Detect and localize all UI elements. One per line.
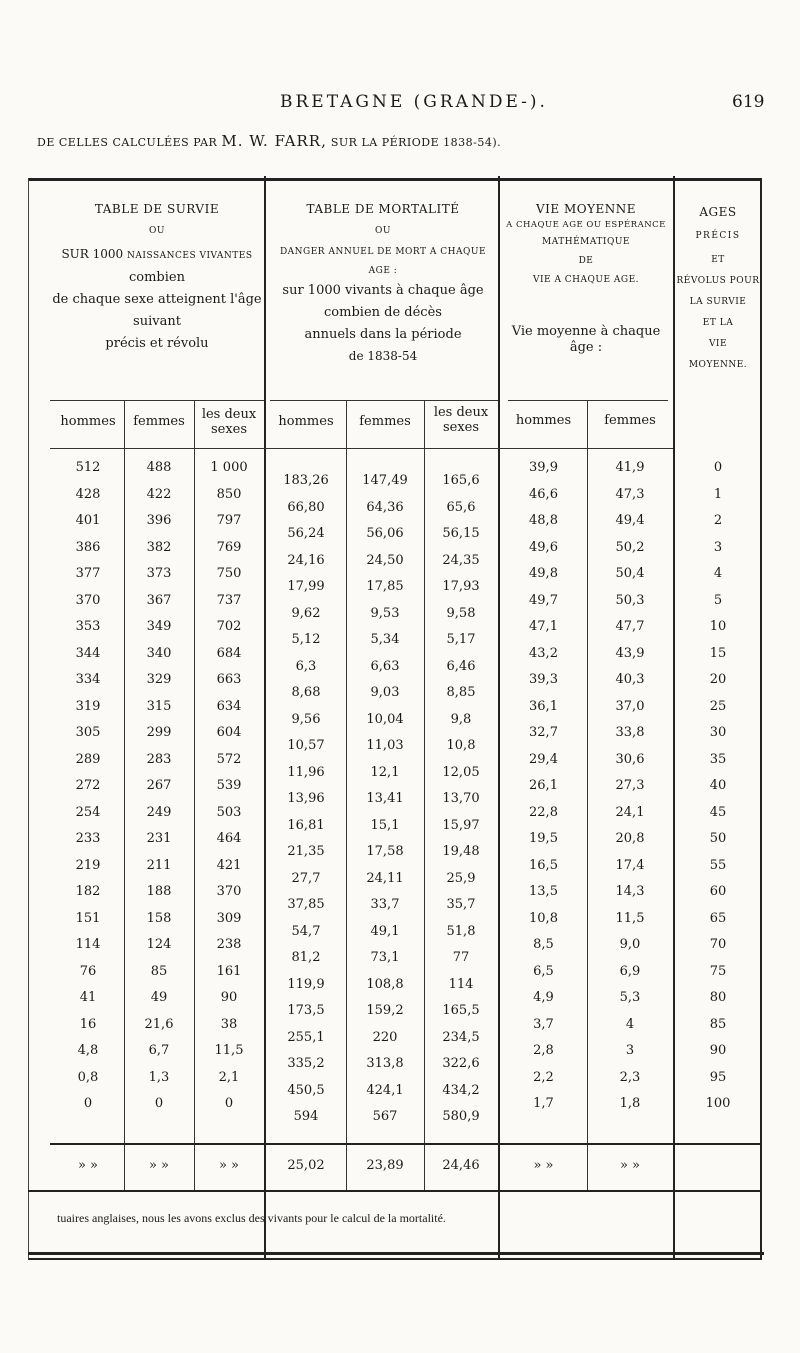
colhead-survie-deux-sexes: les deux sexes (201, 407, 257, 437)
age-cell: 70 (709, 937, 727, 952)
vie-femmes-cell: 30,6 (615, 751, 645, 767)
survie-deux-sexes-cell: 238 (216, 937, 242, 952)
vie-hommes-cell: 19,5 (529, 831, 558, 846)
total-mortalite-femmes: 23,89 (366, 1158, 404, 1173)
age-cell: 50 (709, 831, 727, 846)
mortalite-femmes-cell: 424,1 (366, 1082, 404, 1098)
mortalite-femmes-cell: 313,8 (366, 1056, 404, 1071)
colhead-mortalite-hommes: hommes (278, 414, 334, 429)
colhead-survie-hommes: hommes (60, 414, 116, 429)
survie-femmes-cell: 188 (146, 884, 172, 899)
mortalite-femmes-cell: 9,03 (370, 685, 400, 700)
mortalite-hommes-cell: 9,56 (291, 711, 321, 727)
survie-deux-sexes-cell: 850 (216, 486, 242, 502)
survie-hommes-cell: 182 (75, 884, 101, 899)
survie-deux-sexes-cell: 38 (220, 1016, 238, 1032)
colhead-vie-femmes: femmes (604, 413, 656, 428)
survie-femmes-cell: 349 (146, 619, 172, 634)
vie-hommes-cell: 39,3 (529, 672, 558, 687)
survie-femmes-cell: 231 (146, 831, 172, 846)
survie-deux-sexes-cell: 539 (216, 778, 242, 793)
survie-hommes-cell: 319 (75, 698, 101, 714)
survie-hommes-cell: 386 (75, 539, 101, 555)
age-cell: 65 (709, 910, 727, 926)
vie-femmes-cell: 4 (625, 1016, 635, 1032)
survie-hommes-cell: 272 (75, 778, 101, 793)
vie-femmes-cell: 6,9 (619, 963, 641, 979)
mortalite-hommes-cell: 255,1 (287, 1029, 325, 1045)
survie-deux-sexes-cell: 702 (216, 619, 242, 634)
vie-hommes-cell: 36,1 (529, 698, 558, 714)
mortalite-deux-sexes-cell: 51,8 (446, 923, 476, 939)
age-cell: 90 (709, 1043, 727, 1058)
mortalite-femmes-cell: 33,7 (370, 897, 400, 912)
mortalite-deux-sexes-cell: 56,15 (442, 526, 480, 541)
total-survie-femmes: » » (148, 1158, 170, 1173)
survie-hommes-cell: 305 (75, 725, 101, 740)
survie-hommes-cell: 334 (75, 672, 101, 687)
age-cell: 40 (709, 778, 727, 793)
vie-femmes-cell: 50,2 (615, 539, 645, 555)
mortalite-hommes-cell: 17,99 (287, 579, 325, 594)
survie-hommes-cell: 4,8 (77, 1043, 99, 1058)
colhead-mortalite-deux-sexes: les deux sexes (433, 405, 489, 435)
survie-femmes-cell: 211 (146, 857, 172, 873)
vie-hommes-cell: 16,5 (529, 857, 558, 873)
age-cell: 35 (709, 751, 727, 767)
age-cell: 60 (709, 884, 727, 899)
mortalite-deux-sexes-cell: 8,85 (446, 685, 476, 700)
survie-deux-sexes-cell: 90 (220, 990, 238, 1005)
survie-deux-sexes-cell: 684 (216, 645, 242, 661)
vie-femmes-cell: 37,0 (615, 698, 645, 714)
survie-femmes-cell: 367 (146, 592, 172, 608)
survie-femmes-cell: 85 (150, 963, 168, 979)
survie-deux-sexes-cell: 769 (216, 539, 242, 555)
survie-hommes-cell: 377 (75, 566, 101, 581)
mortalite-hommes-cell: 21,35 (287, 844, 325, 859)
survie-deux-sexes-cell: 663 (216, 672, 242, 687)
age-cell: 100 (705, 1096, 731, 1111)
mortalite-deux-sexes-cell: 24,35 (442, 552, 480, 568)
mortalite-hommes-cell: 27,7 (291, 870, 321, 886)
vie-femmes-cell: 27,3 (615, 778, 645, 793)
survie-deux-sexes-cell: 634 (216, 698, 242, 714)
vie-hommes-cell: 26,1 (529, 778, 558, 793)
mortalite-femmes-cell: 159,2 (366, 1003, 404, 1018)
vie-hommes-cell: 22,8 (529, 804, 558, 820)
survie-hommes-cell: 0 (83, 1096, 93, 1111)
mortalite-deux-sexes-cell: 5,17 (446, 632, 476, 647)
vie-femmes-cell: 5,3 (619, 990, 641, 1005)
vie-hommes-cell: 4,9 (533, 990, 554, 1005)
mortalite-hommes-cell: 8,68 (291, 685, 321, 700)
mortalite-femmes-cell: 73,1 (370, 950, 400, 965)
mortalite-deux-sexes-cell: 165,5 (442, 1003, 480, 1018)
mortalite-deux-sexes-cell: 15,97 (442, 817, 480, 833)
age-cell: 4 (713, 566, 723, 581)
survie-deux-sexes-cell: 1 000 (210, 460, 248, 475)
mortalite-deux-sexes-cell: 322,6 (442, 1056, 480, 1071)
mortalite-femmes-cell: 24,11 (366, 870, 404, 886)
survie-hommes-cell: 0,8 (77, 1069, 99, 1085)
age-cell: 3 (713, 539, 723, 555)
age-cell: 2 (713, 513, 723, 528)
mortalite-deux-sexes-cell: 114 (448, 976, 474, 992)
vie-femmes-cell: 20,8 (615, 831, 645, 846)
mortalite-hommes-cell: 66,80 (287, 499, 325, 515)
vie-femmes-cell: 24,1 (615, 804, 645, 820)
mortalite-deux-sexes-cell: 9,8 (450, 711, 472, 727)
mortalite-femmes-cell: 17,85 (366, 579, 404, 594)
page-running-title: BRETAGNE (GRANDE-). (280, 92, 548, 112)
survie-femmes-cell: 422 (146, 486, 172, 502)
survie-hommes-cell: 76 (79, 963, 97, 979)
mortalite-hommes-cell: 54,7 (291, 923, 321, 939)
mortalite-femmes-cell: 17,58 (366, 844, 404, 859)
vie-hommes-cell: 46,6 (529, 486, 558, 502)
vie-femmes-cell: 9,0 (619, 937, 641, 952)
survie-deux-sexes-cell: 309 (216, 910, 242, 926)
survie-femmes-cell: 267 (146, 778, 172, 793)
survie-hommes-cell: 41 (79, 990, 97, 1005)
mortalite-femmes-cell: 567 (372, 1109, 398, 1124)
vie-hommes-cell: 29,4 (529, 751, 558, 767)
total-vie-hommes: » » (533, 1158, 554, 1173)
survie-femmes-cell: 49 (150, 990, 168, 1005)
mortalite-deux-sexes-cell: 12,05 (442, 764, 480, 780)
survie-femmes-cell: 6,7 (148, 1043, 170, 1058)
total-mortalite-deux-sexes: 24,46 (442, 1158, 480, 1173)
survie-deux-sexes-cell: 0 (224, 1096, 234, 1111)
survie-femmes-cell: 21,6 (144, 1016, 174, 1032)
mortalite-hommes-cell: 173,5 (287, 1003, 325, 1018)
mortalite-femmes-cell: 56,06 (366, 526, 404, 541)
mortalite-hommes-cell: 183,26 (283, 473, 329, 488)
section-head-vie-moyenne: VIE MOYENNE A CHAQUE AGE OU ESPÉRANCE MATHÉMATIQUE DE VIE A CHAQUE AGE. Vie moyenne à chaque âge : (506, 202, 666, 355)
vie-femmes-cell: 50,3 (615, 592, 645, 608)
survie-hommes-cell: 219 (75, 857, 101, 873)
mortalite-hommes-cell: 5,12 (291, 632, 321, 647)
vie-femmes-cell: 1,8 (619, 1096, 641, 1111)
survie-deux-sexes-cell: 370 (216, 884, 242, 899)
survie-femmes-cell: 382 (146, 539, 172, 555)
survie-hommes-cell: 353 (75, 619, 101, 634)
age-cell: 45 (709, 804, 727, 820)
mortalite-deux-sexes-cell: 9,58 (446, 605, 476, 621)
age-cell: 1 (713, 486, 723, 502)
survie-femmes-cell: 373 (146, 566, 172, 581)
vie-femmes-cell: 47,7 (615, 619, 645, 634)
mortalite-deux-sexes-cell: 65,6 (446, 499, 476, 515)
survie-femmes-cell: 1,3 (148, 1069, 170, 1085)
vie-hommes-cell: 47,1 (529, 619, 558, 634)
survie-deux-sexes-cell: 503 (216, 804, 242, 820)
mortalite-deux-sexes-cell: 77 (452, 950, 470, 965)
survie-deux-sexes-cell: 737 (216, 592, 242, 608)
mortalite-femmes-cell: 11,03 (366, 738, 404, 753)
mortalite-femmes-cell: 9,53 (370, 605, 400, 621)
survie-deux-sexes-cell: 464 (216, 831, 242, 846)
vie-femmes-cell: 3 (625, 1043, 635, 1058)
age-cell: 80 (709, 990, 727, 1005)
age-cell: 15 (709, 645, 727, 661)
mortalite-femmes-cell: 10,04 (366, 711, 404, 727)
survie-femmes-cell: 124 (146, 937, 172, 952)
age-cell: 55 (709, 857, 727, 873)
vie-femmes-cell: 2,3 (619, 1069, 641, 1085)
age-cell: 30 (709, 725, 727, 740)
mortalite-deux-sexes-cell: 434,2 (442, 1082, 480, 1098)
mortalite-hommes-cell: 81,2 (291, 950, 321, 965)
vie-femmes-cell: 14,3 (615, 884, 645, 899)
total-survie-deux-sexes: » » (218, 1158, 240, 1173)
survie-femmes-cell: 315 (146, 698, 172, 714)
mortalite-hommes-cell: 9,62 (291, 605, 321, 621)
vie-femmes-cell: 33,8 (615, 725, 645, 740)
vie-hommes-cell: 6,5 (533, 963, 554, 979)
survie-hommes-cell: 344 (75, 645, 101, 661)
page-number: 619 (732, 92, 765, 112)
mortalite-hommes-cell: 335,2 (287, 1056, 325, 1071)
mortalite-hommes-cell: 11,96 (287, 764, 325, 780)
mortalite-deux-sexes-cell: 35,7 (446, 897, 476, 912)
mortalite-hommes-cell: 10,57 (287, 738, 325, 753)
vie-femmes-cell: 17,4 (615, 857, 645, 873)
total-mortalite-hommes: 25,02 (287, 1158, 325, 1173)
mortalite-hommes-cell: 450,5 (287, 1082, 325, 1098)
mortalite-femmes-cell: 147,49 (362, 473, 408, 488)
survie-hommes-cell: 233 (75, 831, 101, 846)
section-head-survie: TABLE DE SURVIE OU SUR 1000 NAISSANCES VIVANTES combien de chaque sexe atteignent l'âge suivant précis et révolu (52, 202, 262, 351)
mortalite-femmes-cell: 108,8 (366, 976, 404, 992)
survie-femmes-cell: 488 (146, 460, 172, 475)
mortalite-deux-sexes-cell: 165,6 (442, 473, 480, 488)
vie-hommes-cell: 49,6 (529, 539, 558, 555)
vie-hommes-cell: 2,2 (533, 1069, 554, 1085)
vie-hommes-cell: 39,9 (529, 460, 558, 475)
mortalite-hommes-cell: 594 (293, 1109, 319, 1124)
vie-hommes-cell: 49,7 (529, 592, 558, 608)
vie-femmes-cell: 50,4 (615, 566, 645, 581)
survie-hommes-cell: 289 (75, 751, 101, 767)
mortalite-deux-sexes-cell: 25,9 (446, 870, 476, 886)
survie-femmes-cell: 340 (146, 645, 172, 661)
mortalite-hommes-cell: 119,9 (287, 976, 325, 992)
colhead-vie-hommes: hommes (515, 413, 572, 428)
colhead-survie-femmes: femmes (133, 414, 185, 429)
mortalite-deux-sexes-cell: 580,9 (442, 1109, 480, 1124)
subtitle-author: M. W. FARR, (221, 132, 327, 150)
age-cell: 20 (709, 672, 727, 687)
survie-deux-sexes-cell: 421 (216, 857, 242, 873)
vie-hommes-cell: 10,8 (529, 910, 558, 926)
survie-hommes-cell: 401 (75, 513, 101, 528)
vie-femmes-cell: 41,9 (615, 460, 645, 475)
vie-hommes-cell: 32,7 (529, 725, 558, 740)
mortalite-hommes-cell: 6,3 (295, 658, 317, 674)
mortalite-femmes-cell: 24,50 (366, 552, 404, 568)
vie-hommes-cell: 13,5 (529, 884, 558, 899)
mortalite-hommes-cell: 13,96 (287, 791, 325, 806)
mortalite-femmes-cell: 13,41 (366, 791, 404, 806)
colhead-mortalite-femmes: femmes (359, 414, 411, 429)
survie-femmes-cell: 249 (146, 804, 172, 820)
survie-femmes-cell: 299 (146, 725, 172, 740)
age-cell: 25 (709, 698, 727, 714)
mortalite-deux-sexes-cell: 17,93 (442, 579, 480, 594)
vie-femmes-cell: 49,4 (615, 513, 645, 528)
survie-deux-sexes-cell: 750 (216, 566, 242, 581)
mortalite-femmes-cell: 64,36 (366, 499, 404, 515)
vie-hommes-cell: 43,2 (529, 645, 558, 661)
subtitle-suffix: SUR LA PÉRIODE 1838-54). (330, 136, 502, 149)
age-cell: 10 (709, 619, 727, 634)
mortalite-deux-sexes-cell: 10,8 (446, 738, 476, 753)
survie-hommes-cell: 114 (75, 937, 101, 952)
age-cell: 0 (713, 460, 723, 475)
footnote: tuaires anglaises, nous les avons exclus des vivants pour le calcul de la mortalité. (57, 1211, 446, 1225)
survie-hommes-cell: 254 (75, 804, 101, 820)
vie-hommes-cell: 2,8 (533, 1043, 554, 1058)
mortalite-femmes-cell: 12,1 (370, 764, 400, 780)
age-cell: 75 (709, 963, 727, 979)
age-cell: 5 (713, 592, 723, 608)
mortalite-femmes-cell: 15,1 (370, 817, 400, 833)
subtitle-prefix: DE CELLES CALCULÉES PAR (37, 136, 218, 149)
vie-femmes-cell: 47,3 (615, 486, 645, 502)
vie-femmes-cell: 40,3 (615, 672, 645, 687)
age-cell: 95 (709, 1069, 727, 1085)
mortalite-deux-sexes-cell: 234,5 (442, 1029, 480, 1045)
survie-femmes-cell: 329 (146, 672, 172, 687)
age-cell: 85 (709, 1016, 727, 1032)
vie-hommes-cell: 8,5 (533, 937, 554, 952)
survie-femmes-cell: 158 (146, 910, 172, 926)
mortalite-hommes-cell: 16,81 (287, 817, 325, 833)
mortalite-deux-sexes-cell: 13,70 (442, 791, 480, 806)
survie-deux-sexes-cell: 797 (216, 513, 242, 528)
survie-hommes-cell: 151 (75, 910, 101, 926)
mortalite-hommes-cell: 56,24 (287, 526, 325, 541)
mortalite-femmes-cell: 220 (372, 1029, 398, 1045)
mortalite-deux-sexes-cell: 6,46 (446, 658, 476, 674)
survie-hommes-cell: 428 (75, 486, 101, 502)
section-head-mortalite: TABLE DE MORTALITÉ OU DANGER ANNUEL DE MORT A CHAQUE AGE : sur 1000 vivants à chaque âge combien de décès annuels dans la période de 1838-54 (279, 202, 487, 363)
survie-deux-sexes-cell: 11,5 (214, 1043, 244, 1058)
mortalite-femmes-cell: 49,1 (370, 923, 400, 939)
vie-hommes-cell: 49,8 (529, 566, 558, 581)
vie-hommes-cell: 3,7 (533, 1016, 554, 1032)
survie-femmes-cell: 396 (146, 513, 172, 528)
total-survie-hommes: » » (77, 1158, 99, 1173)
survie-hommes-cell: 370 (75, 592, 101, 608)
vie-femmes-cell: 11,5 (615, 910, 645, 926)
mortalite-deux-sexes-cell: 19,48 (442, 844, 480, 859)
mortalite-hommes-cell: 37,85 (287, 897, 325, 912)
survie-deux-sexes-cell: 572 (216, 751, 242, 767)
vie-hommes-cell: 1,7 (533, 1096, 554, 1111)
vie-femmes-cell: 43,9 (615, 645, 645, 661)
total-vie-femmes: » » (619, 1158, 641, 1173)
vie-hommes-cell: 48,8 (529, 513, 558, 528)
survie-deux-sexes-cell: 161 (216, 963, 242, 979)
survie-femmes-cell: 283 (146, 751, 172, 767)
survie-deux-sexes-cell: 2,1 (218, 1069, 240, 1085)
survie-hommes-cell: 512 (75, 460, 101, 475)
mortalite-hommes-cell: 24,16 (287, 552, 325, 568)
section-head-ages: AGES PRÉCIS ET RÉVOLUS POUR LA SURVIE ET LA VIE MOYENNE. (676, 205, 760, 370)
survie-deux-sexes-cell: 604 (216, 725, 242, 740)
survie-femmes-cell: 0 (154, 1096, 164, 1111)
mortalite-femmes-cell: 5,34 (370, 632, 400, 647)
survie-hommes-cell: 16 (79, 1016, 97, 1032)
mortalite-femmes-cell: 6,63 (370, 658, 400, 674)
